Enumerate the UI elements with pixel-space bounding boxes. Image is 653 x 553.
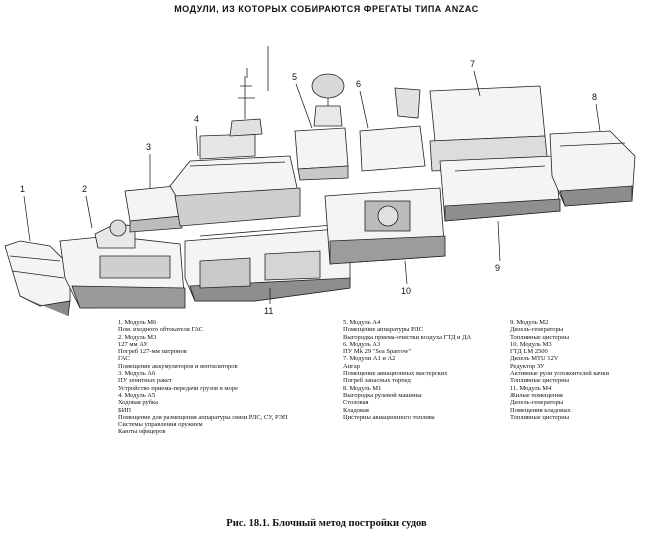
legend-item: Топливные цистерны [510,377,570,385]
legend-item: 9. Модуль М2 [510,319,549,326]
module-number-1: 1 [20,184,26,194]
legend-item: ПУ Mk 29 "Sea Sparrow" [343,348,412,356]
legend-item: Пом. входного обтекателя ГАС [118,326,204,334]
module-10-engine-room [325,188,445,264]
legend-item: 4. Модуль А5 [118,391,156,399]
legend-item: Дизель-генераторы [510,326,564,334]
legend-item: 127 мм АУ [118,340,148,348]
legend-item: Помещение аппаратуры РЛС [343,326,423,334]
legend-item: ГАС [118,355,130,363]
legend-item: 10. Модуль М3 [510,340,552,348]
module-3-launcher [125,186,182,232]
module-8-stern [550,131,635,206]
legend-item: 3. Модуль А6 [118,370,156,378]
figure-title: МОДУЛИ, ИЗ КОТОРЫХ СОБИРАЮТСЯ ФРЕГАТЫ ТИПА ANZAC [174,4,479,14]
legend-item: БИП [118,406,132,414]
module-6-sea-sparrow [360,88,425,171]
legend-item: Помещение авиационных мастерских [343,370,448,378]
module-number-9: 9 [495,263,501,273]
radar-antenna [312,74,344,126]
module-number-8: 8 [592,92,598,102]
legend-item: Устройство приема-передачи грузов в море [118,384,238,392]
module-number-4: 4 [194,114,200,124]
legend-item: Столовая [343,399,369,407]
figure-caption: Рис. 18.1. Блочный метод постройки судов [226,518,427,529]
module-number-7: 7 [470,59,476,69]
legend-item: Помещение для размещения аппаратуры связи РЛС, СУ, РЭП [118,413,288,421]
legend-item: 8. Модуль М1 [343,384,382,392]
legend-item: ПУ зенитных ракет [118,377,172,385]
legend-item: Дизель-генераторы [510,399,564,407]
legend-item: ГТД LM 2500 [510,348,548,356]
module-4-bridge [170,134,300,226]
legend-item: Ангар [343,362,360,370]
module-11-lower-hull [185,224,350,301]
legend-item: Ходовая рубка [118,399,158,407]
module-9-hull-section [440,156,560,221]
legend-item: 11. Модуль М4 [510,384,552,392]
module-2-gun-section [60,220,185,308]
module-number-6: 6 [356,79,362,89]
legend-item: Топливные цистерны [510,333,570,341]
module-number-5: 5 [292,72,298,82]
legend-item: Помещение аккумуляторов и вентиляторов [118,362,238,370]
legend-item: Жилые помещения [510,391,563,399]
legend-column-2 [343,319,503,421]
legend-item: Редуктор ЗУ [510,362,545,370]
mast [230,46,268,136]
legend-column-1 [118,319,333,436]
legend-item: Выгородка рулевой машины [343,391,422,399]
legend-column-3 [510,319,650,421]
legend-item: Погреб 127-мм патронов [118,348,187,356]
legend-item: 7. Модули А1 и А2 [343,355,396,363]
legend-item: 2. Модуль М3 [118,333,157,341]
legend-item: Активные рули успокоителей качки [510,370,609,378]
legend-item: Выгородка приема-очистки воздуха ГТД и ДА [343,333,472,341]
legend-item: 5. Модуль А4 [343,319,381,326]
legend-item: 1. Модуль М6 [118,319,157,326]
legend-item: Кладовая [343,406,369,414]
module-number-2: 2 [82,184,88,194]
module-number-10: 10 [401,286,412,296]
ship-modules-illustration [0,16,653,316]
module-number-3: 3 [146,142,152,152]
legend-item: Системы управления оружием [118,421,203,429]
legend-item: Топливные цистерны [510,413,570,421]
module-5-radar [295,128,348,180]
legend-item: Помещения кладовых [510,406,571,414]
module-1-bow [5,241,70,316]
module-number-11: 11 [264,306,274,316]
legend-item: Погреб запасных торпед [343,377,411,385]
legend-item: Цистерны авиационного топлива [343,413,435,421]
legend-item: Дизель MTU 12V [510,355,559,363]
legend-item: 6. Модуль А3 [343,340,381,348]
legend-item: Каюты офицеров [118,428,166,436]
